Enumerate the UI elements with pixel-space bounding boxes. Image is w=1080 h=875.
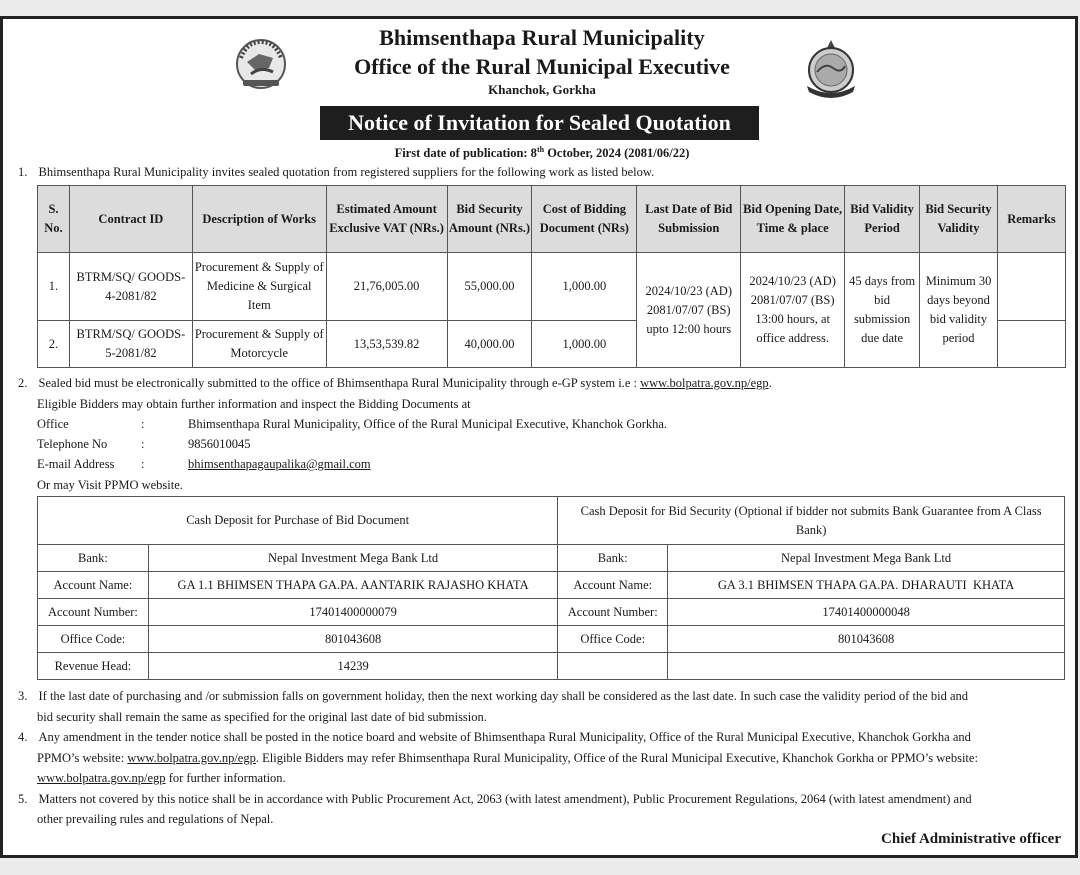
contracts-table: [37, 185, 1066, 368]
contact-label: Telephone No: [37, 437, 108, 451]
item-5: 5. Matters not covered by this notice shall be in accordance with Public Procurement Act, 2063 (with latest amendment), Public Procurement Regulations, 2064 (with latest amendment) and: [18, 792, 972, 806]
item-1: [18, 162, 654, 183]
cell-validity: 45 days from bid submission due date: [845, 253, 920, 368]
col-header-sno: S. No.: [38, 186, 70, 253]
bolpatra-link[interactable]: www.bolpatra.gov.np/egp: [127, 751, 256, 765]
label: [558, 653, 668, 680]
item-number: 5.: [18, 792, 28, 806]
label: Revenue Head:: [38, 653, 149, 680]
municipality-name: Bhimsenthapa Rural Municipality: [379, 25, 705, 50]
bolpatra-link[interactable]: www.bolpatra.gov.np/egp: [37, 771, 166, 785]
item-number: 4.: [18, 730, 28, 744]
cell-opening: 2024/10/23 (AD) 2081/07/07 (BS) 13:00 hours, at office address.: [741, 253, 845, 368]
item-number: 3.: [18, 689, 28, 703]
item-4-line3: www.bolpatra.gov.np/egp for further information.: [37, 771, 286, 785]
table-header-row: [38, 186, 1066, 253]
item-5-line2: other prevailing rules and regulations of Nepal.: [37, 812, 274, 826]
notice-document: [0, 16, 1078, 858]
value: 801043608: [148, 626, 557, 653]
publication-date: First date of publication: 8th October, 2024 (2081/06/22): [394, 145, 690, 161]
bank-table-header: [38, 497, 1065, 545]
item-4: 4. Any amendment in the tender notice shall be posted in the notice board and website of Bhimsenthapa Rural Municipality, Office of the Rural Municipal Executive, Khanchok Gorkha and: [18, 730, 971, 744]
cell-description: Procurement & Supply of Medicine & Surgical Item: [192, 253, 326, 321]
label: Account Name:: [38, 572, 149, 599]
value: 14239: [148, 653, 557, 680]
value: 17401400000079: [148, 599, 557, 626]
cell-doc-cost: 1,000.00: [532, 321, 637, 368]
label: Office Code:: [558, 626, 668, 653]
cell-sno: 2.: [38, 321, 70, 368]
cell-description: Procurement & Supply of Motorcycle: [192, 321, 326, 368]
label: Account Name:: [558, 572, 668, 599]
contact-office: Office : Bhimsenthapa Rural Municipality, Office of the Rural Municipal Executive, Khanchok Gorkha.: [37, 417, 668, 431]
cell-bid-security: 55,000.00: [447, 253, 532, 321]
cell-last-date: 2024/10/23 (AD) 2081/07/07 (BS) upto 12:00 hours: [637, 253, 741, 368]
signature: Chief Administrative officer: [881, 831, 1061, 847]
email-link[interactable]: bhimsenthapagaupalika@gmail.com: [188, 457, 371, 471]
value: [668, 653, 1065, 680]
col-header-bid-security: Bid Security Amount (NRs.): [447, 186, 532, 253]
col-header-opening: Bid Opening Date, Time & place: [741, 186, 845, 253]
col-header-validity: Bid Validity Period: [845, 186, 920, 253]
col-header-last-date: Last Date of Bid Submission: [637, 186, 741, 253]
cell-contract-id: BTRM/SQ/ GOODS-4-2081/82: [69, 253, 192, 321]
cell-estimated: 13,53,539.82: [326, 321, 447, 368]
item-3: 3. If the last date of purchasing and /or submission falls on government holiday, then the next working day shall be considered as the last date. In such case the validity period of the bid and: [18, 689, 969, 703]
contact-telephone: Telephone No : 9856010045: [37, 437, 251, 451]
cell-remarks: [997, 321, 1065, 368]
value: GA 1.1 BHIMSEN THAPA GA.PA. AANTARIK RAJASHO KHATA: [148, 572, 557, 599]
table-row: [38, 253, 1066, 321]
item-3-line2: bid security shall remain the same as specified for the original last date of bid submission.: [37, 710, 487, 724]
value: GA 3.1 BHIMSEN THAPA GA.PA. DHARAUTI KHATA: [668, 572, 1065, 599]
col-header-doc-cost: Cost of Bidding Document (NRs): [532, 186, 637, 253]
bid-doc-deposit-title: Cash Deposit for Purchase of Bid Document: [38, 497, 558, 545]
item-2-line2: Eligible Bidders may obtain further information and inspect the Bidding Documents at: [37, 397, 471, 411]
item-number: 1.: [18, 165, 28, 179]
contact-value: Bhimsenthapa Rural Municipality, Office of the Rural Municipal Executive, Khanchok Gorkha.: [188, 417, 668, 431]
cell-remarks: [997, 253, 1065, 321]
revenue-head-row: [38, 653, 1065, 680]
col-header-estimated-amount: Estimated Amount Exclusive VAT (NRs.): [326, 186, 447, 253]
cell-security-validity: Minimum 30 days beyond bid validity period: [920, 253, 998, 368]
bank-row: [38, 545, 1065, 572]
col-header-security-validity: Bid Security Validity: [920, 186, 998, 253]
label: Account Number:: [558, 599, 668, 626]
value: 17401400000048: [668, 599, 1065, 626]
item-number: 2.: [18, 376, 28, 390]
office-name: Office of the Rural Municipal Executive: [354, 54, 730, 79]
item-2: 2. Sealed bid must be electronically submitted to the office of Bhimsenthapa Rural Municipality through e-GP system i.e : www.bolpatra.gov.np/egp.: [18, 376, 772, 390]
contact-value: 9856010045: [188, 437, 251, 451]
col-header-description: Description of Works: [192, 186, 326, 253]
cell-bid-security: 40,000.00: [447, 321, 532, 368]
cell-estimated: 21,76,005.00: [326, 253, 447, 321]
col-header-remarks: Remarks: [997, 186, 1065, 253]
bid-security-deposit-title: Cash Deposit for Bid Security (Optional if bidder not submits Bank Guarantee from A Class Bank): [558, 497, 1065, 545]
cell-contract-id: BTRM/SQ/ GOODS-5-2081/82: [69, 321, 192, 368]
label: Office Code:: [38, 626, 149, 653]
account-name-row: [38, 572, 1065, 599]
label: Account Number:: [38, 599, 149, 626]
bolpatra-link[interactable]: www.bolpatra.gov.np/egp: [640, 376, 769, 390]
office-location: Khanchok, Gorkha: [488, 82, 596, 97]
item-4-line2: PPMO’s website: www.bolpatra.gov.np/egp. Eligible Bidders may refer Bhimsenthapa Rural Municipality, Office of the Rural Municipal Executive, Khanchok Gorkha or PPMO’s website:: [37, 751, 978, 765]
contact-label: E-mail Address: [37, 457, 115, 471]
office-code-row: [38, 626, 1065, 653]
cell-doc-cost: 1,000.00: [532, 253, 637, 321]
value: Nepal Investment Mega Bank Ltd: [668, 545, 1065, 572]
label: Bank:: [38, 545, 149, 572]
value: 801043608: [668, 626, 1065, 653]
contact-label: Office: [37, 417, 69, 431]
notice-title-banner: Notice of Invitation for Sealed Quotation: [320, 106, 759, 140]
item-text: Bhimsenthapa Rural Municipality invites sealed quotation from registered suppliers for the following work as listed below.: [38, 165, 655, 179]
ppmo-note: Or may Visit PPMO website.: [37, 478, 183, 492]
cell-sno: 1.: [38, 253, 70, 321]
col-header-contract-id: Contract ID: [69, 186, 192, 253]
value: Nepal Investment Mega Bank Ltd: [148, 545, 557, 572]
label: Bank:: [558, 545, 668, 572]
contact-email: E-mail Address : bhimsenthapagaupalika@gmail.com: [37, 457, 371, 471]
account-number-row: [38, 599, 1065, 626]
bank-details-table: [37, 496, 1065, 680]
